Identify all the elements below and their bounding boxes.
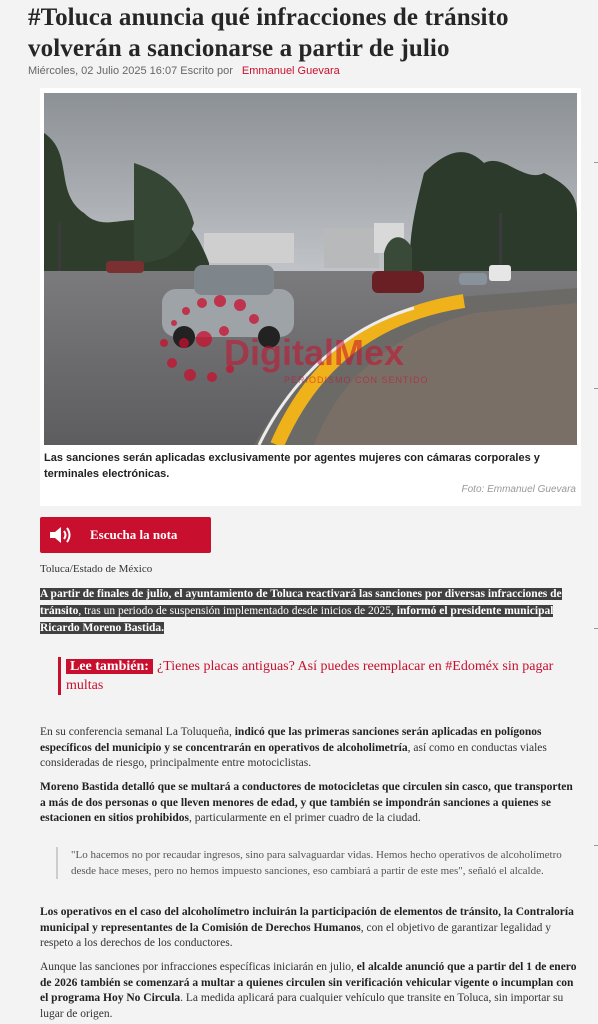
author-link[interactable]: Emmanuel Guevara: [241, 65, 340, 77]
lead-highlight: [40, 588, 562, 634]
lead-bold-1: A partir de finales de julio, el ayuntamiento de Toluca reactivará las sanciones por diversas infracciones de tránsito: [40, 588, 562, 617]
scroll-marker: [594, 628, 598, 629]
speaker-icon: [48, 524, 74, 546]
read-also-box: [58, 657, 566, 695]
photo-credit: Foto: Emmanuel Guevara: [461, 484, 576, 495]
p3-text-1: , con el objetivo de garantizar legalidad y respeto a los derechos de los conductores.: [40, 921, 552, 949]
dateline-location: Toluca/Estado de México: [40, 563, 153, 575]
read-also-link[interactable]: ¿Tienes placas antiguas? Así puedes reemplacar en #Edoméx sin pagar multas: [66, 659, 554, 693]
watermark-logo: DigitalMex: [224, 332, 405, 373]
article-meta: [28, 65, 340, 77]
p4-bold-1: el alcalde anunció que a partir del 1 de enero de 2026 también se comenzará a multar a quienes circulen sin verificación vehicular vigente o incumplan con el programa Hoy No Circula: [40, 961, 577, 1004]
watermark-tagline: PERIODISMO CON SENTIDO: [284, 375, 429, 385]
article-title: #Toluca anuncia qué infracciones de tránsito volverán a sancionarse a partir de julio: [28, 4, 509, 62]
article-date: Miércoles, 02 Julio 2025 16:07: [28, 65, 178, 77]
photo-caption: Las sanciones serán aplicadas exclusivamente por agentes mujeres con cámaras corporales y terminales electrónicas.: [44, 452, 540, 480]
p1-bold-1: indicó que las primeras sanciones serán aplicadas en polígonos específicos del municipio y se concentrarán en operativos de alcoholimetría: [40, 726, 542, 754]
body-paragraph-1: [40, 725, 580, 772]
p4-text-2: . La medida aplicará para cualquier vehículo que transite en Toluca, sin importar su lugar de origen.: [40, 992, 564, 1020]
body-paragraph-4: [40, 960, 580, 1022]
scroll-marker: [594, 388, 598, 389]
article-photo[interactable]: [44, 93, 577, 445]
p1-text-1: En su conferencia semanal La Toluqueña,: [40, 726, 235, 738]
read-also-label: Lee también:: [66, 659, 153, 674]
p1-text-2: , así como en conductas viales consideradas de riesgo, principalmente entre motociclistas.: [40, 741, 547, 769]
p3-bold-1: Los operativos en el caso del alcoholímetro incluirán la participación de elementos de tránsito, la Contraloría municipal y representantes de la Comisión de Derechos Humanos: [40, 906, 574, 934]
p2-text-1: , particularmente en el primer cuadro de la ciudad.: [189, 812, 421, 824]
listen-button-label: Escucha la nota: [90, 527, 178, 542]
scroll-marker: [594, 162, 598, 163]
body-paragraph-3: [40, 905, 580, 952]
lead-paragraph: [40, 586, 580, 637]
scroll-marker: [594, 845, 598, 846]
lead-bold-2: informó el presidente municipal Ricardo Moreno Bastida.: [40, 605, 554, 634]
p2-bold-1: Moreno Bastida detalló que se multará a conductores de motocicletas que circulen sin casco, que transporten a más de dos personas o que lleven menores de edad, y que también se impondrán sanciones a quienes se estacionen en sitios prohibidos: [40, 781, 573, 824]
quote-block: "Lo hacemos no por recaudar ingresos, sino para salvaguardar vidas. Hemos hecho operativos de alcoholímetro desde hace meses, pero no hemos impuesto sanciones, eso cambiará a partir de este mes", señaló el alcalde.: [56, 847, 571, 879]
lead-text-1: , tras un periodo de suspensión implementado desde inicios de 2025,: [78, 605, 397, 617]
body-paragraph-2: [40, 780, 580, 827]
written-by-label: Escrito por: [180, 65, 233, 77]
listen-button[interactable]: [40, 517, 211, 553]
p4-text-1: Aunque las sanciones por infracciones específicas iniciarán en julio,: [40, 961, 357, 973]
article-figure: [40, 88, 581, 506]
